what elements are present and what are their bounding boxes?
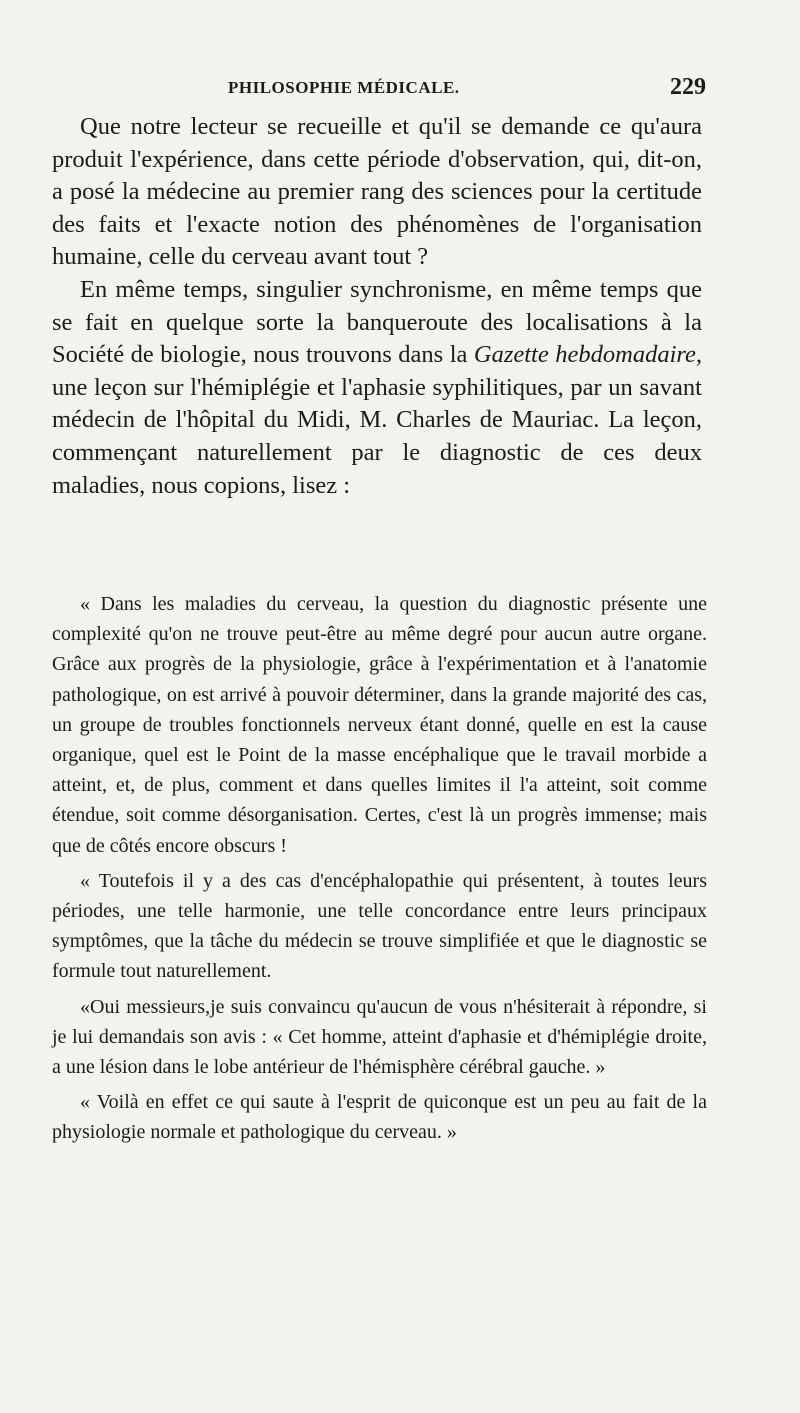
quoted-lecture bbox=[52, 589, 707, 1148]
paragraph-2 bbox=[52, 274, 702, 502]
page-header bbox=[52, 74, 706, 104]
quote-paragraph-3: «Oui messieurs,je suis convaincu qu'aucun de vous n'hésiterait à répondre, si je lui demandais son avis : « Cet homme, atteint d'aphasie et d'hémiplégie droite, a une lésion dans le lobe antérieur de l'hémisphère cérébral gauche. » bbox=[52, 995, 707, 1079]
journal-title: Gazette hebdomadaire, bbox=[473, 341, 702, 369]
quote-paragraph-1: « Dans les maladies du cerveau, la question du diagnostic présente une complexité qu'on ne trouve peut-être au même degré pour aucun autre organe. Grâce aux progrès de la physiologie, grâce à l'expérimentation et à l'anatomie pathologique, on est arrivé à pouvoir déterminer, dans la grande majorité des cas, un groupe de troubles fonctionnels nerveux étant donné, quelle en est la cause organique, quel est le Point de la masse encéphalique que le travail morbide a atteint, et, de plus, comment et dans quelles limites il l'a atteint, soit comme étendue, soit comme désorganisation. Certes, c'est là un progrès immense; mais que de côtés encore obscurs ! bbox=[52, 593, 707, 857]
running-title: PHILOSOPHIE MÉDICALE. bbox=[228, 78, 460, 97]
paragraph-2-start: En même temps, singulier synchronisme, en même temps que se fait en quelque sorte la banqueroute des localisations à la Société de biologie, nous trouvons dans la bbox=[52, 275, 702, 369]
paragraph-2-end: une leçon sur l'hémiplégie et l'aphasie syphilitiques, par un savant médecin de l'hôpital du Midi, M. Charles de Mauriac. La leçon, commençant naturellement par le diagnostic de ces deux maladies, nous copions, lisez : bbox=[52, 373, 702, 499]
quote-paragraph-4: « Voilà en effet ce qui saute à l'esprit de quiconque est un peu au fait de la physiologie normale et pathologique du cerveau. » bbox=[52, 1091, 707, 1144]
paragraph-1: Que notre lecteur se recueille et qu'il se demande ce qu'aura produit l'expérience, dans cette période d'observation, qui, dit-on, a posé la médecine au premier rang des sciences pour la certitude des faits et l'exacte notion des phénomènes de l'organisation humaine, celle du cerveau avant tout ? bbox=[52, 113, 702, 271]
page-number: 229 bbox=[670, 74, 706, 100]
quote-paragraph-2: « Toutefois il y a des cas d'encéphalopathie qui présentent, à toutes leurs périodes, une telle harmonie, une telle concordance entre leurs principaux symptômes, que la tâche du médecin se trouve simplifiée et que le diagnostic se formule tout naturellement. bbox=[52, 869, 707, 983]
main-text bbox=[52, 111, 702, 502]
